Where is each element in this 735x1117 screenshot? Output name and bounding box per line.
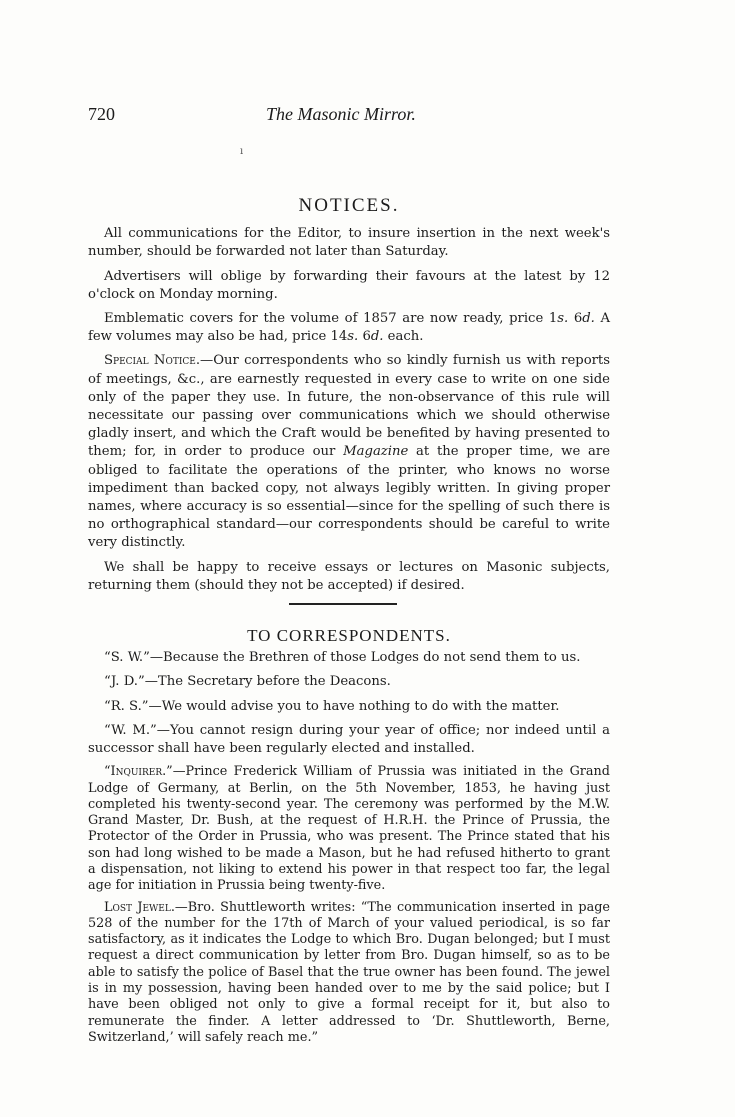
notice-text: 6 bbox=[568, 311, 583, 327]
currency-unit: d. bbox=[582, 311, 595, 327]
currency-unit: s. bbox=[557, 311, 569, 327]
currency-unit: d. bbox=[370, 329, 384, 345]
notice-text: at the proper time, we are obliged to facilitate the operations of the printer, who knows no worse impediment than backed copy, not always legibly written. In giving proper names, where accuracy is so essential—since for the spelling of such there is no orthographical standard—our correspondents should be careful to write very distinctly. bbox=[88, 444, 611, 551]
reply-text: “S. W.”—Because the Brethren of those Lodges do not send them to us. bbox=[104, 650, 581, 666]
notice-text: All communications for the Editor, to insure insertion in the next week's number, should be forwarded not later than Saturday. bbox=[88, 226, 610, 260]
reply-label: Lost Jewel. bbox=[104, 899, 175, 915]
correspondent-reply bbox=[88, 673, 610, 691]
reply-text: —Bro. Shuttleworth writes: “The communication inserted in page 528 of the number for the 17th of March of your valued periodical, is so far satisfactory, as it indicates the Lodge to which Bro. Dugan belonged; but I must request a direct communication by letter from Bro. Dugan himself, so as to be able to satisfy the police of Basel that the true owner has been found. The jewel is in my possession, having been handed over to me by the said police; but I have been obliged not only to give a formal receipt for it, but also to remunerate the finder. A letter addressed to ‘Dr. Shuttleworth, Berne, Switzerland,’ will safely reach me.” bbox=[88, 899, 611, 1045]
running-head bbox=[88, 104, 611, 126]
correspondent-reply bbox=[88, 764, 610, 894]
notice-paragraph bbox=[88, 310, 610, 346]
notices-title: NOTICES. bbox=[298, 195, 400, 216]
small-print-block bbox=[88, 764, 610, 1046]
notice-text: —Our correspondents who so kindly furnish us with reports of meetings, &c., are earnestly requested in every case to write on one side only of the paper they use. In future, the non-observance of this rule will necessitate our passing over communications which we should otherwise gladly insert, and which the Craft would be benefited by having presented to them; for, in order to produce our bbox=[88, 353, 610, 460]
correspondent-reply bbox=[88, 649, 610, 667]
reply-text: —Prince Frederick William of Prussia was initiated in the Grand Lodge of Germany, at Berlin, on the 5th November, 1853, he having just completed his twenty-second year. The ceremony was performed by the M.W. Grand Master, Dr. Bush, at the request of H.R.H. the Prince of Prussia, the Protector of the Order in Prussia, who was present. The Prince stated that his son had long wished to be made a Mason, but he had refused hitherto to grant a dispensation, not liking to extend his power in that respect too far, the legal age for initiation in Prussia being twenty-five. bbox=[88, 764, 610, 894]
notice-label: Special Notice. bbox=[104, 353, 201, 369]
notice-paragraph bbox=[88, 559, 610, 595]
reply-text: “W. M.”—You cannot resign during your year of office; nor indeed until a successor shall have been regularly elected and installed. bbox=[88, 722, 610, 757]
correspondent-reply bbox=[88, 722, 610, 758]
reply-text: “R. S.”—We would advise you to have nothing to do with the matter. bbox=[104, 698, 560, 714]
correspondent-reply bbox=[88, 698, 610, 716]
notice-text: A few volumes may also be had, price 14 bbox=[88, 311, 610, 345]
notice-text: We shall be happy to receive essays or lectures on Masonic subjects, returning them (should they not be accepted) if desired. bbox=[88, 559, 610, 593]
running-title: The Masonic Mirror. bbox=[266, 104, 416, 124]
currency-unit: s. bbox=[347, 329, 359, 345]
page-number: 720 bbox=[88, 104, 115, 124]
correspondents-title: TO CORRESPONDENTS. bbox=[247, 626, 451, 645]
correspondents-section bbox=[88, 627, 610, 1051]
notice-paragraph bbox=[88, 225, 610, 261]
correspondent-reply bbox=[88, 900, 610, 1047]
notice-paragraph bbox=[88, 268, 610, 304]
notice-text: Advertisers will oblige by forwarding their favours at the latest by 12 o'clock on Monday morning. bbox=[88, 268, 610, 302]
notice-text: 6 bbox=[358, 329, 371, 345]
section-divider bbox=[289, 603, 397, 605]
notice-paragraph bbox=[88, 352, 610, 552]
reply-text: “J. D.”—The Secretary before the Deacons. bbox=[104, 674, 391, 690]
notice-text: each. bbox=[383, 329, 424, 345]
reply-label: “Inquirer.” bbox=[104, 764, 173, 780]
stray-mark: ı bbox=[240, 146, 244, 157]
notice-text: Emblematic covers for the volume of 1857 are now ready, price 1 bbox=[104, 311, 558, 327]
notices-section bbox=[88, 197, 610, 601]
notice-emphasis: Magazine bbox=[343, 444, 409, 460]
